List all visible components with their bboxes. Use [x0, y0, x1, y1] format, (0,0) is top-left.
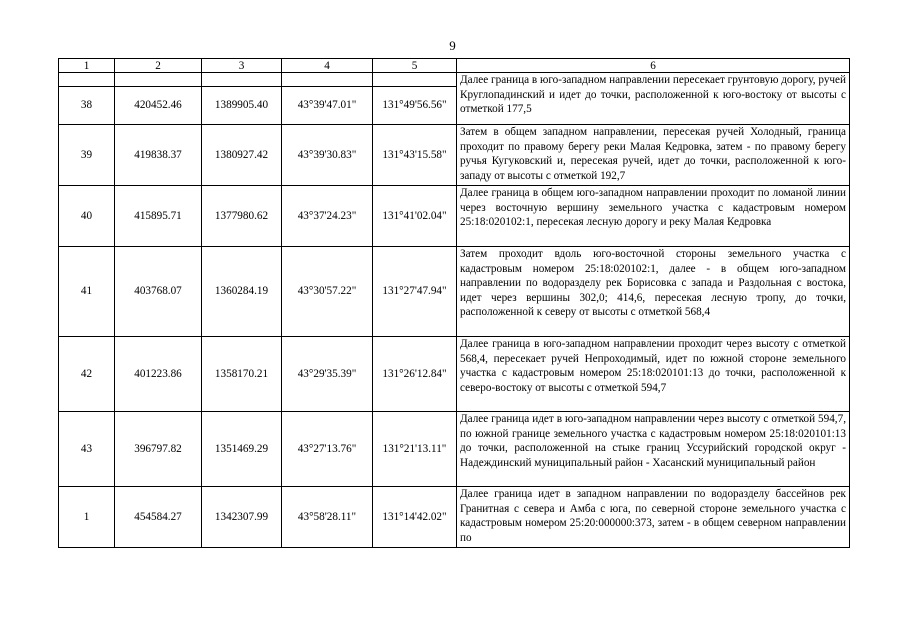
- table-row: [59, 412, 850, 487]
- longitude-cell: 131°41'02.04": [373, 186, 457, 247]
- boundary-coordinates-table: [58, 58, 850, 548]
- point-number-cell: 40: [59, 186, 115, 247]
- x-coordinate-cell: 415895.71: [115, 186, 202, 247]
- x-coordinate-cell: 420452.46: [115, 87, 202, 125]
- column-header-2: 2: [115, 59, 202, 73]
- longitude-cell: 131°27'47.94": [373, 247, 457, 337]
- table-row: [59, 186, 850, 247]
- description-cell: Далее граница в юго-западном направлении проходит через высоту с отметкой 568,4, пересекает ручей Непроходимый, идет по южной стороне земельного участка с кадастровым номером 25:18:020101:13 до точки, расположенной к северо-востоку от высоты с отметкой 594,7: [457, 337, 850, 412]
- latitude-cell: 43°39'47.01": [282, 87, 373, 125]
- empty-cell: [202, 73, 282, 87]
- point-number-cell: 43: [59, 412, 115, 487]
- x-coordinate-cell: 454584.27: [115, 487, 202, 548]
- description-cell: Далее граница идет в западном направлении по водоразделу бассейнов рек Гранитная с севера и Амба с юга, по северной стороне земельного участка с кадастровым номером 25:20:000000:373, затем - в общем северном направлении по: [457, 487, 850, 548]
- latitude-cell: 43°58'28.11": [282, 487, 373, 548]
- y-coordinate-cell: 1351469.29: [202, 412, 282, 487]
- table-row: [59, 247, 850, 337]
- table-row: [59, 487, 850, 548]
- latitude-cell: 43°29'35.39": [282, 337, 373, 412]
- column-header-5: 5: [373, 59, 457, 73]
- description-cell: Далее граница в общем юго-западном направлении проходит по ломаной линии через восточную вершину земельного участка с кадастровым номером 25:18:020102:1, пересекая лесную дорогу и реку Малая Кедровка: [457, 186, 850, 247]
- y-coordinate-cell: 1360284.19: [202, 247, 282, 337]
- point-number-cell: 1: [59, 487, 115, 548]
- x-coordinate-cell: 396797.82: [115, 412, 202, 487]
- x-coordinate-cell: 419838.37: [115, 125, 202, 186]
- longitude-cell: 131°21'13.11": [373, 412, 457, 487]
- y-coordinate-cell: 1342307.99: [202, 487, 282, 548]
- y-coordinate-cell: 1377980.62: [202, 186, 282, 247]
- description-cell: Далее граница в юго-западном направлении пересекает грунтовую дорогу, ручей Круглопадинский и идет до точки, расположенной к юго-востоку от высоты с отметкой 177,5: [457, 73, 850, 125]
- description-cell: Затем проходит вдоль юго-восточной стороны земельного участка с кадастровым номером 25:18:020102:1, далее - в общем юго-западном направлении по водоразделу рек Борисовка с запада и Раздольная с востока, идет через вершины 302,0; 414,6, пересекая лесную тропу, до точки, расположенной к северу от высоты с отметкой 568,4: [457, 247, 850, 337]
- table-row-spacer: [59, 73, 850, 87]
- point-number-cell: 38: [59, 87, 115, 125]
- x-coordinate-cell: 403768.07: [115, 247, 202, 337]
- point-number-cell: 42: [59, 337, 115, 412]
- description-cell: Затем в общем западном направлении, пересекая ручей Холодный, граница проходит по правому берегу реки Малая Кедровка, затем - по правому берегу ручья Кугуковский и, пересекая ручей, идет до точки, расположенной к юго-западу от высоты с отметкой 192,7: [457, 125, 850, 186]
- latitude-cell: 43°37'24.23": [282, 186, 373, 247]
- y-coordinate-cell: 1389905.40: [202, 87, 282, 125]
- y-coordinate-cell: 1358170.21: [202, 337, 282, 412]
- latitude-cell: 43°27'13.76": [282, 412, 373, 487]
- point-number-cell: 41: [59, 247, 115, 337]
- longitude-cell: 131°43'15.58": [373, 125, 457, 186]
- description-cell: Далее граница идет в юго-западном направлении через высоту с отметкой 594,7, по южной границе земельного участка с кадастровым номером 25:18:020101:13 до точки, расположенной на стыке границ Уссурийский городской округ - Надеждинский муниципальный район - Хасанский муниципальный район: [457, 412, 850, 487]
- longitude-cell: 131°49'56.56": [373, 87, 457, 125]
- latitude-cell: 43°39'30.83": [282, 125, 373, 186]
- column-header-6: 6: [457, 59, 850, 73]
- empty-cell: [282, 73, 373, 87]
- column-header-3: 3: [202, 59, 282, 73]
- page-number: 9: [449, 38, 456, 53]
- point-number-cell: 39: [59, 125, 115, 186]
- latitude-cell: 43°30'57.22": [282, 247, 373, 337]
- table-row: [59, 337, 850, 412]
- longitude-cell: 131°14'42.02": [373, 487, 457, 548]
- empty-cell: [373, 73, 457, 87]
- column-header-4: 4: [282, 59, 373, 73]
- column-header-1: 1: [59, 59, 115, 73]
- x-coordinate-cell: 401223.86: [115, 337, 202, 412]
- longitude-cell: 131°26'12.84": [373, 337, 457, 412]
- table-header-row: [59, 59, 850, 73]
- empty-cell: [115, 73, 202, 87]
- table-row: [59, 125, 850, 186]
- empty-cell: [59, 73, 115, 87]
- y-coordinate-cell: 1380927.42: [202, 125, 282, 186]
